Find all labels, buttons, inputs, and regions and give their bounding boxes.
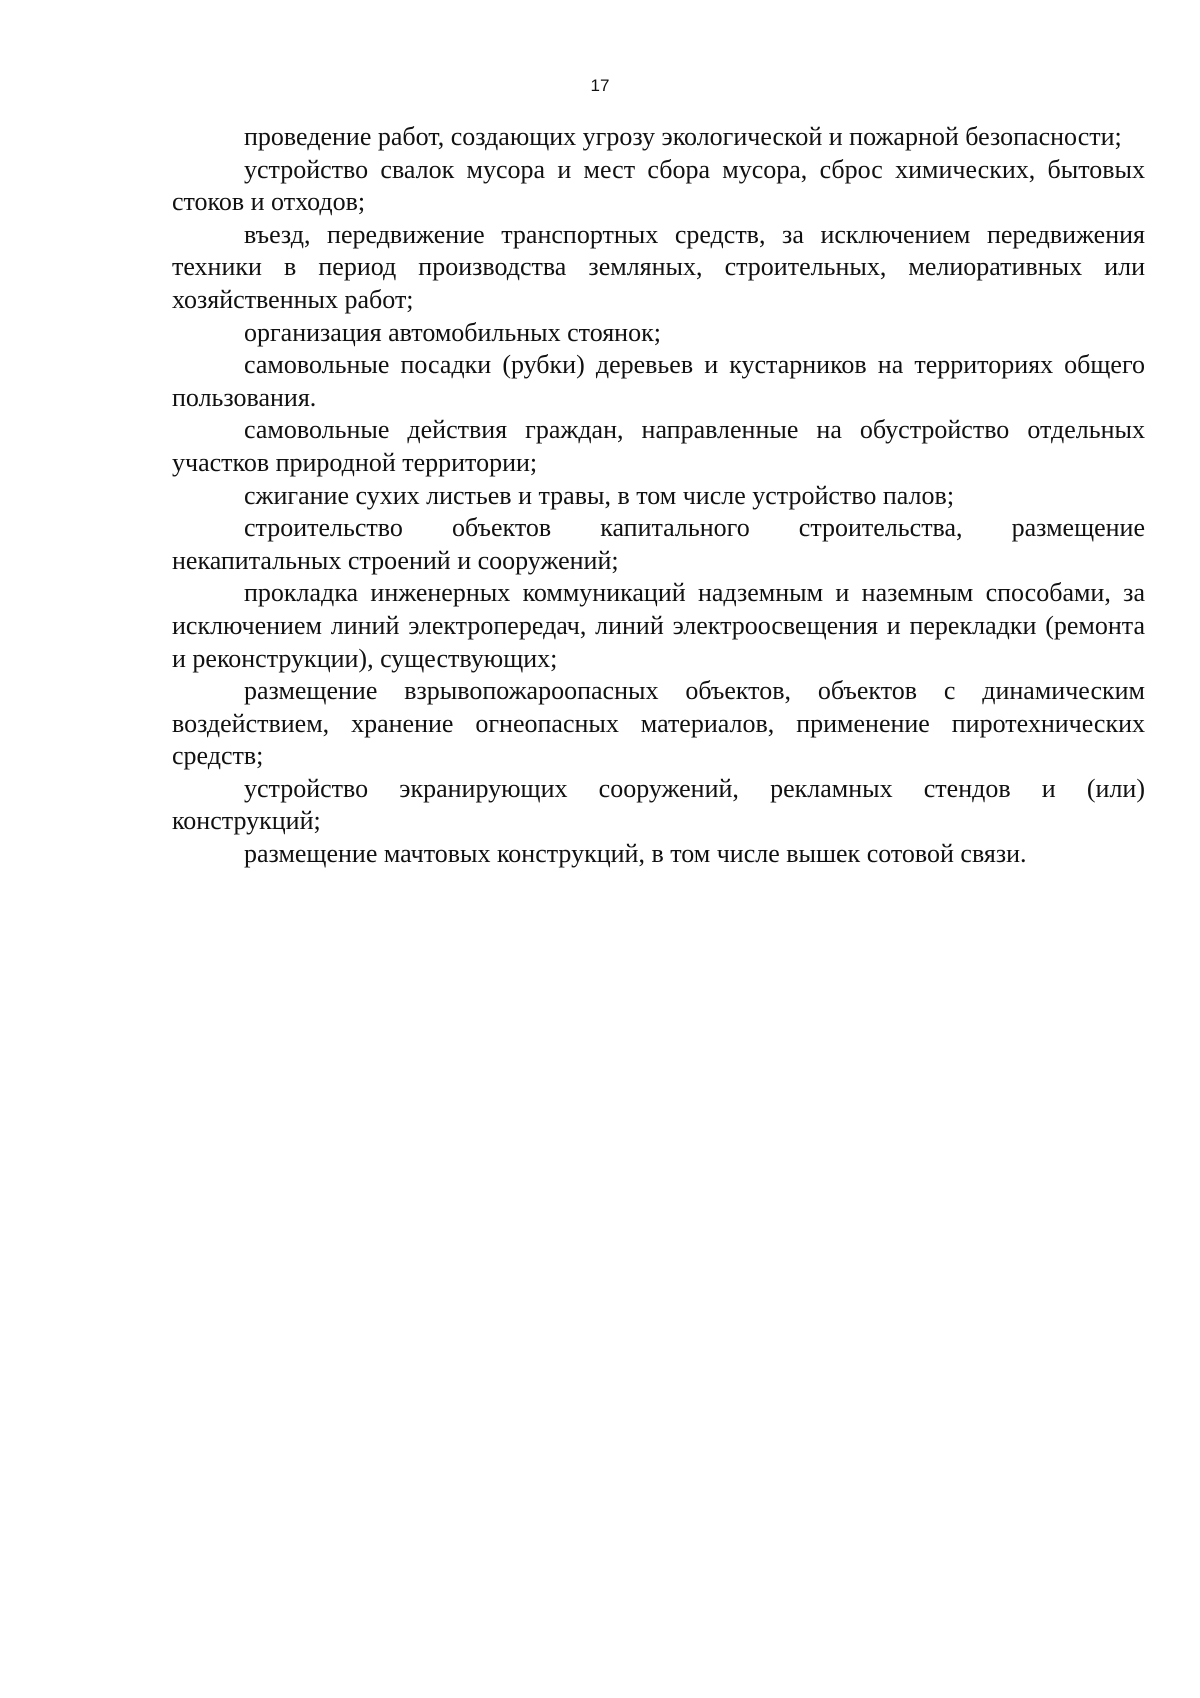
document-body — [172, 121, 1145, 871]
paragraph-10: размещение взрывопожароопасных объектов, объектов с динамическим воздействием, хранение огнеопасных материалов, применение пиротехнических средств; — [172, 676, 1145, 771]
paragraph-4: организация автомобильных стоянок; — [244, 317, 661, 347]
paragraph-9: прокладка инженерных коммуникаций надземным и наземным способами, за исключением линий электропередач, линий электроосвещения и перекладки (ремонта и реконструкции), существующих; — [172, 578, 1145, 673]
paragraph-8: строительство объектов капитального строительства, размещение некапитальных строений и сооружений; — [172, 513, 1145, 575]
paragraph-7: сжигание сухих листьев и травы, в том числе устройство палов; — [244, 480, 955, 510]
paragraph-6: самовольные действия граждан, направленные на обустройство отдельных участков природной территории; — [172, 415, 1145, 477]
paragraph-12: размещение мачтовых конструкций, в том числе вышек сотовой связи. — [244, 839, 1027, 869]
page-number: 17 — [590, 76, 610, 95]
paragraph-3: въезд, передвижение транспортных средств, за исключением передвижения техники в период производства земляных, строительных, мелиоративных или хозяйственных работ; — [172, 219, 1145, 314]
paragraph-2: устройство свалок мусора и мест сбора мусора, сброс химических, бытовых стоков и отходов; — [172, 154, 1145, 217]
paragraph-5: самовольные посадки (рубки) деревьев и кустарников на территориях общего пользования. — [172, 350, 1145, 412]
paragraph-11: устройство экранирующих сооружений, рекламных стендов и (или) конструкций; — [172, 773, 1145, 836]
paragraph-1: проведение работ, создающих угрозу экологической и пожарной безопасности; — [244, 122, 1122, 151]
